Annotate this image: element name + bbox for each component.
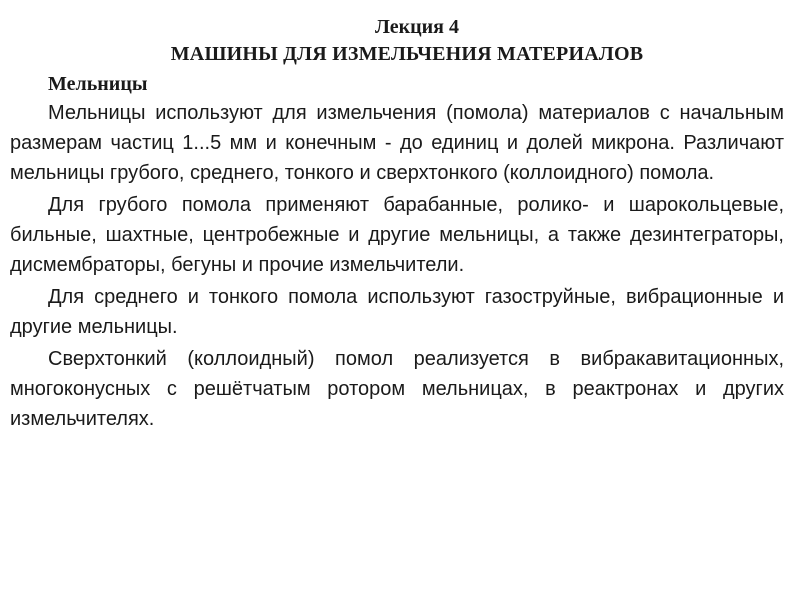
paragraph-coarse-grinding: Для грубого помола применяют барабанные, ролико- и шарокольцевые, бильные, шахтные, центробежные и другие мельницы, а также дезинтеграторы, дисмембраторы, бегуны и прочие измельчители.: [10, 194, 784, 276]
paragraph-ultrafine-grinding: Сверхтонкий (коллоидный) помол реализуется в вибракавитационных, многоконусных с решётчатым ротором мельницах, в реактронах и других измельчителях.: [10, 348, 784, 430]
body-text: [10, 98, 784, 434]
slide-page: [10, 14, 784, 436]
section-heading: Мельницы: [48, 73, 148, 95]
paragraph-intro: Мельницы используют для измельчения (помола) материалов с начальным размерам частиц 1...5 мм и конечным - до единиц и долей микрона. Различают мельницы грубого, среднего, тонкого и сверхтонкого (коллоидного) помола.: [10, 102, 784, 184]
paragraph-medium-fine-grinding: Для среднего и тонкого помола используют газоструйные, вибрационные и другие мельницы.: [10, 286, 784, 338]
page-title: МАШИНЫ ДЛЯ ИЗМЕЛЬЧЕНИЯ МАТЕРИАЛОВ: [170, 43, 644, 65]
lecture-number: Лекция 4: [374, 16, 460, 38]
